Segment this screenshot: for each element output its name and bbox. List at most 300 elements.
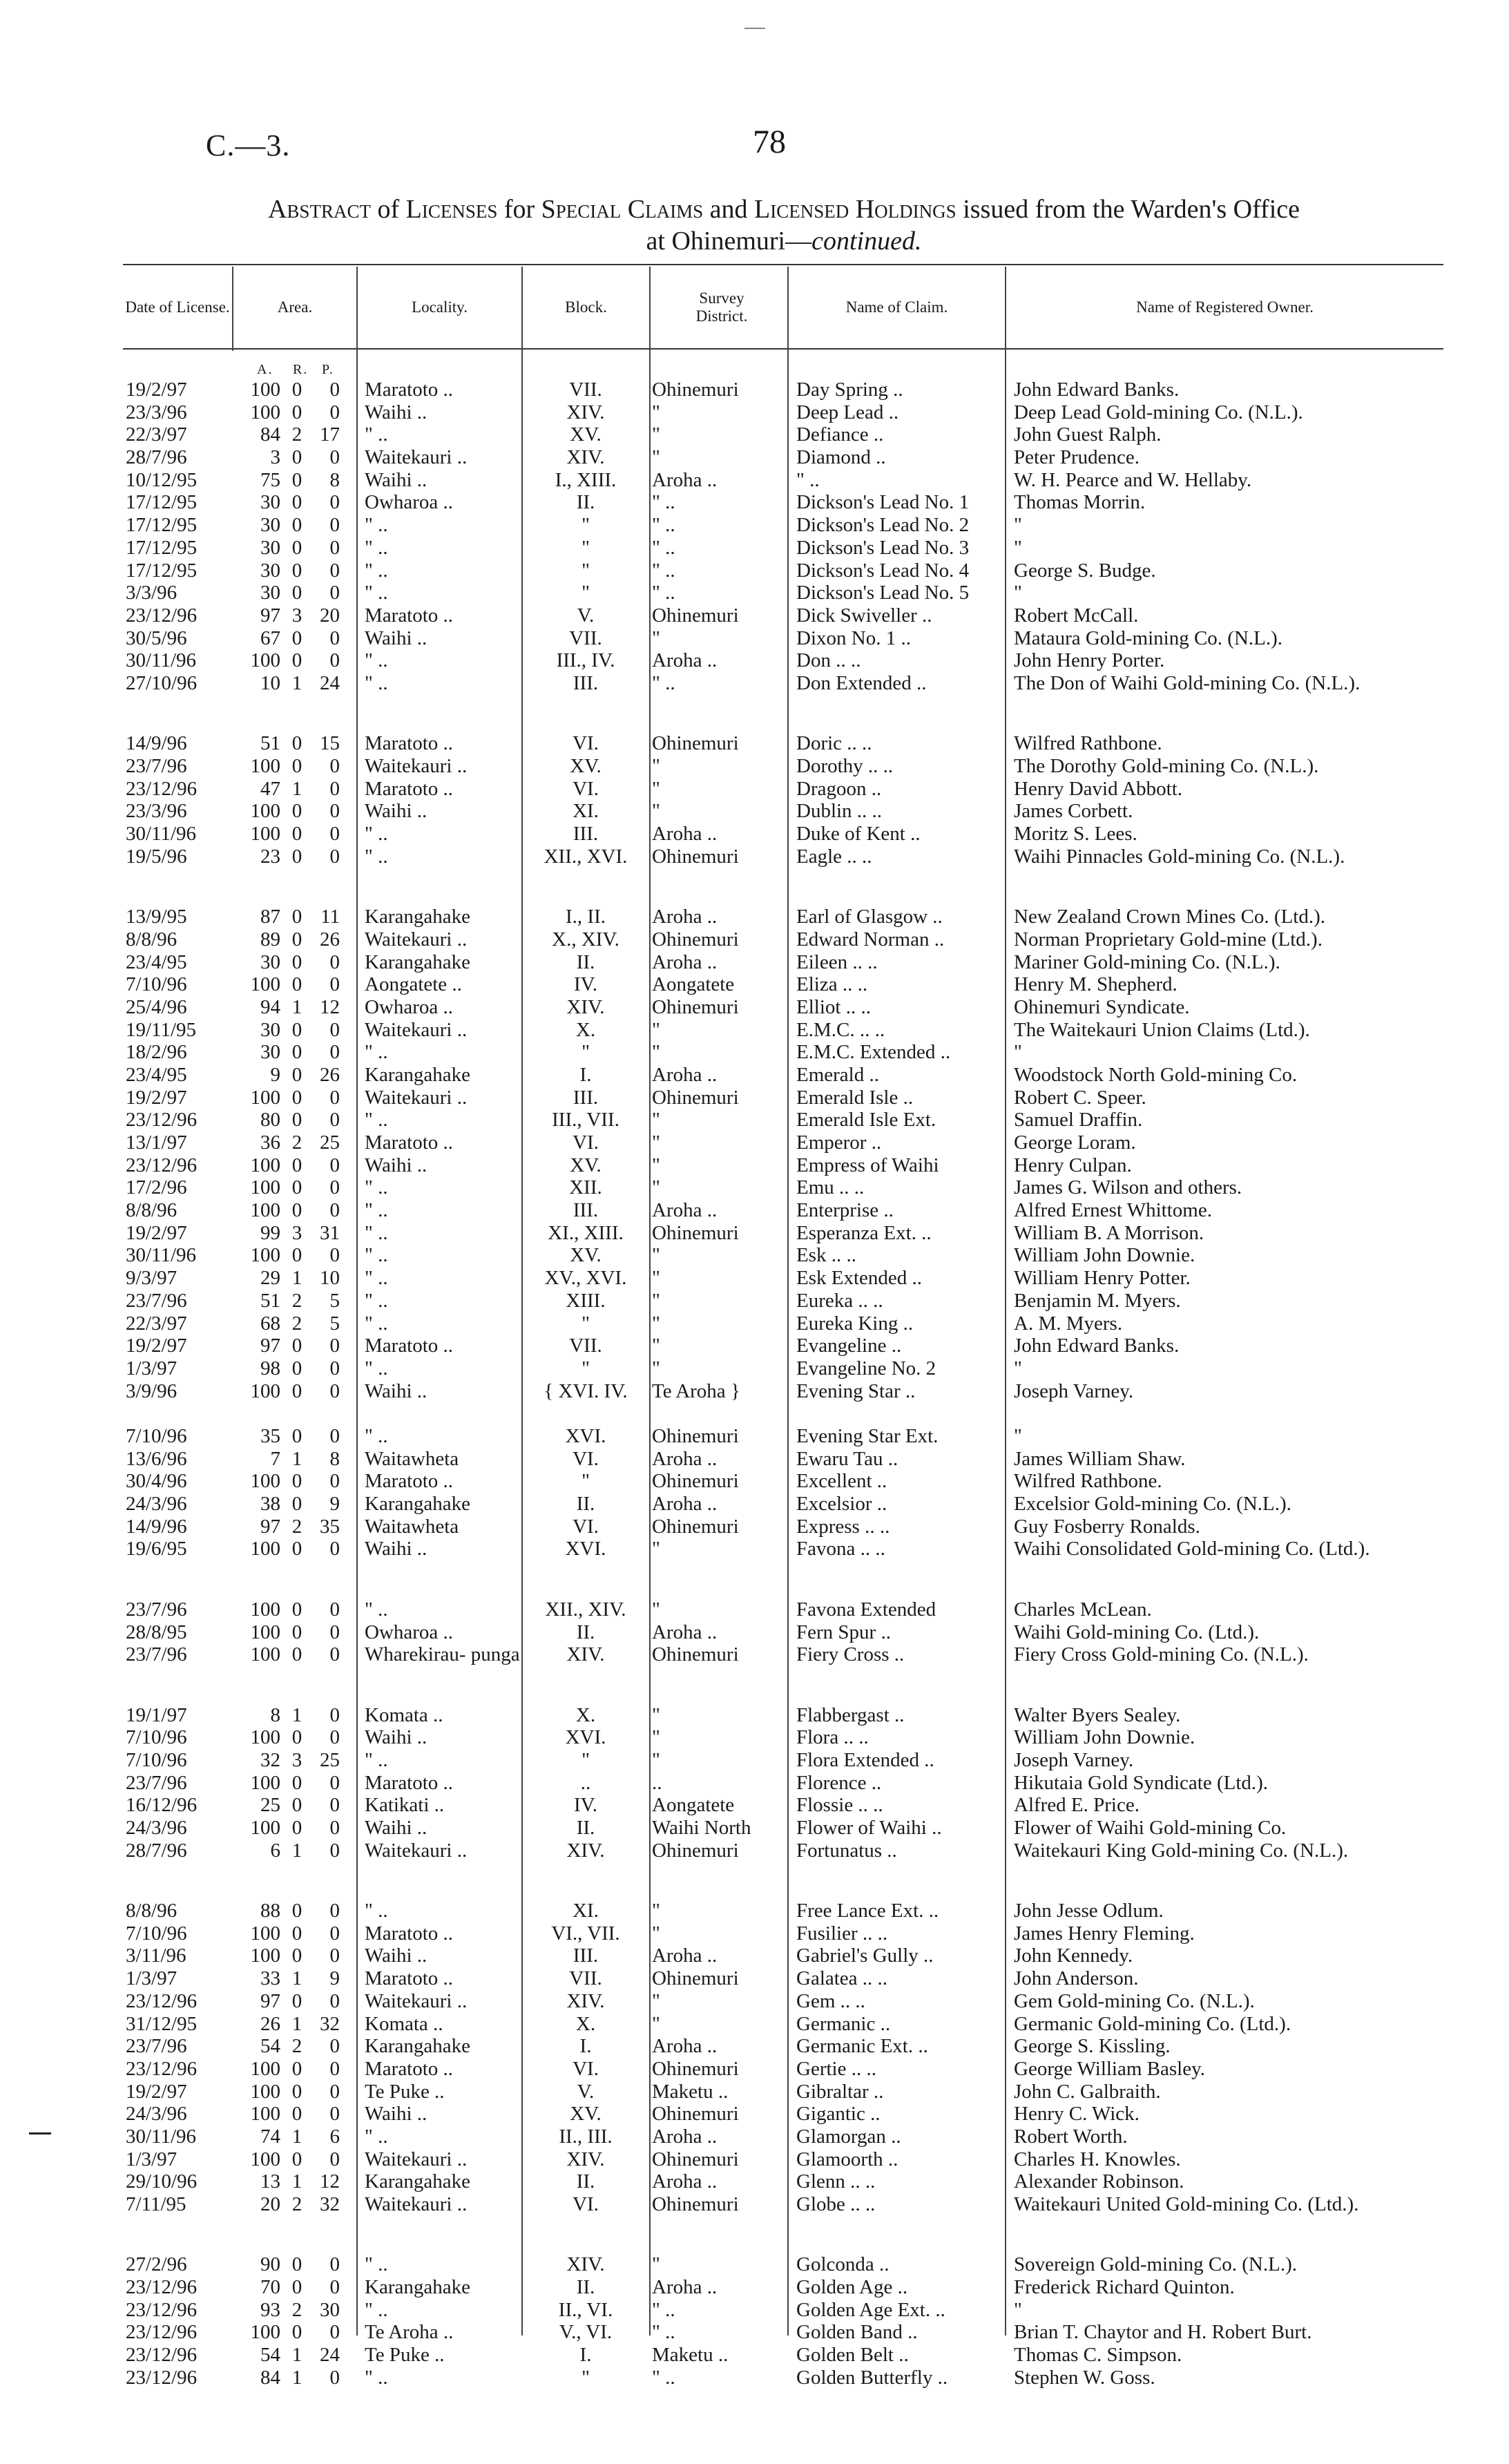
area-roods: 0 bbox=[291, 1357, 302, 1379]
license-date: 17/2/96 bbox=[126, 1176, 187, 1199]
area-acres: 90 bbox=[260, 2253, 280, 2276]
area-perches: 0 bbox=[329, 1379, 340, 1402]
area-acres: 100 bbox=[250, 1244, 280, 1267]
block: X., XIV. bbox=[552, 928, 619, 951]
area-acres: 97 bbox=[260, 1989, 280, 2012]
license-date: 17/12/95 bbox=[126, 536, 198, 559]
block: XV. bbox=[570, 1244, 602, 1267]
area-perches: 0 bbox=[329, 1703, 340, 1726]
registered-owner: George William Basley. bbox=[1014, 2057, 1205, 2080]
area-acres: 30 bbox=[260, 1018, 280, 1041]
table-row bbox=[0, 514, 1509, 537]
registered-owner: W. H. Pearce and W. Hellaby. bbox=[1014, 468, 1252, 491]
area-perches: 20 bbox=[320, 604, 340, 627]
locality: " .. bbox=[365, 1109, 388, 1131]
license-date: 17/12/95 bbox=[126, 491, 198, 514]
table-row bbox=[0, 2367, 1509, 2389]
claim-name: Emerald Isle Ext. bbox=[796, 1109, 936, 1131]
registered-owner: Henry Culpan. bbox=[1014, 1154, 1132, 1176]
survey-district: " .. bbox=[652, 491, 675, 514]
registered-owner: Henry M. Shepherd. bbox=[1014, 973, 1178, 996]
unit-acres: A. bbox=[257, 362, 273, 377]
survey-district: Ohinemuri bbox=[652, 604, 739, 627]
table-row bbox=[0, 2193, 1509, 2238]
block: XV., XVI. bbox=[544, 1267, 627, 1290]
area-roods: 0 bbox=[291, 1817, 302, 1840]
locality: Katikati .. bbox=[365, 1794, 445, 1817]
area-acres: 3 bbox=[270, 446, 280, 469]
table-row bbox=[0, 1772, 1509, 1795]
locality: " .. bbox=[365, 1041, 388, 1064]
table-row bbox=[0, 1840, 1509, 1884]
area-roods: 0 bbox=[291, 1424, 302, 1447]
table-row bbox=[0, 996, 1509, 1019]
area-roods: 1 bbox=[291, 2125, 302, 2148]
col-header-date: Date of License. bbox=[125, 298, 230, 316]
area-perches: 0 bbox=[329, 514, 340, 537]
table-row bbox=[0, 1726, 1509, 1749]
area-acres: 100 bbox=[250, 973, 280, 996]
area-perches: 31 bbox=[320, 1221, 340, 1244]
area-roods: 0 bbox=[291, 1771, 302, 1794]
survey-district: Maketu .. bbox=[652, 2080, 729, 2103]
table-row bbox=[0, 582, 1509, 604]
survey-district: " bbox=[652, 1244, 660, 1267]
table-row bbox=[0, 469, 1509, 492]
claim-name: Golden Age .. bbox=[796, 2276, 908, 2299]
locality: Waitekauri .. bbox=[365, 2193, 468, 2216]
locality: " .. bbox=[365, 2366, 388, 2389]
claim-name: Express .. .. bbox=[796, 1515, 890, 1538]
block: II. bbox=[576, 951, 595, 973]
area-roods: 0 bbox=[291, 1989, 302, 2012]
area-roods: 0 bbox=[291, 1335, 302, 1357]
area-roods: 0 bbox=[291, 2080, 302, 2103]
survey-district: Aroha .. bbox=[652, 1063, 718, 1086]
survey-district: Aroha .. bbox=[652, 1447, 718, 1470]
area-acres: 67 bbox=[260, 627, 280, 649]
registered-owner: James William Shaw. bbox=[1014, 1447, 1186, 1470]
area-roods: 2 bbox=[291, 1312, 302, 1335]
survey-district: " bbox=[652, 800, 660, 823]
table-row bbox=[0, 2013, 1509, 2036]
title-word-and: and bbox=[703, 195, 755, 224]
area-acres: 93 bbox=[260, 2298, 280, 2321]
area-acres: 30 bbox=[260, 559, 280, 582]
survey-district: " bbox=[652, 1989, 660, 2012]
area-acres: 80 bbox=[260, 1109, 280, 1131]
block: II. bbox=[576, 2170, 595, 2193]
license-date: 23/12/96 bbox=[126, 1989, 198, 2012]
table-row bbox=[0, 1749, 1509, 1772]
locality: Maratoto .. bbox=[365, 1922, 454, 1945]
registered-owner: John Kennedy. bbox=[1014, 1945, 1133, 1967]
area-perches: 32 bbox=[320, 2012, 340, 2035]
block: VI. bbox=[573, 1447, 599, 1470]
registered-owner: Mariner Gold-mining Co. (N.L.). bbox=[1014, 951, 1280, 973]
area-roods: 1 bbox=[291, 2012, 302, 2035]
block: III. bbox=[573, 671, 599, 694]
registered-owner: Wilfred Rathbone. bbox=[1014, 732, 1162, 755]
license-date: 3/9/96 bbox=[126, 1379, 177, 1402]
table-row bbox=[0, 2035, 1509, 2058]
locality: Te Puke .. bbox=[365, 2080, 445, 2103]
area-perches: 0 bbox=[329, 559, 340, 582]
unit-roods: R. bbox=[293, 362, 309, 377]
license-date: 19/2/97 bbox=[126, 379, 187, 401]
area-roods: 1 bbox=[291, 1839, 302, 1862]
block: XIV. bbox=[566, 995, 605, 1018]
survey-district: Ohinemuri bbox=[652, 845, 739, 868]
locality: Maratoto .. bbox=[365, 2057, 454, 2080]
area-acres: 30 bbox=[260, 514, 280, 537]
survey-district: Ohinemuri bbox=[652, 2148, 739, 2170]
col-header-area: Area. bbox=[277, 298, 313, 316]
license-date: 7/11/95 bbox=[126, 2193, 186, 2216]
locality: " .. bbox=[365, 1244, 388, 1267]
area-acres: 100 bbox=[250, 1176, 280, 1199]
table-row bbox=[0, 649, 1509, 672]
block: XV. bbox=[570, 755, 602, 778]
area-perches: 0 bbox=[329, 1199, 340, 1222]
area-perches: 0 bbox=[329, 379, 340, 401]
locality: Waihi .. bbox=[365, 468, 427, 491]
license-date: 23/7/96 bbox=[126, 755, 187, 778]
area-acres: 100 bbox=[250, 1621, 280, 1643]
locality: Karangahake bbox=[365, 2170, 470, 2193]
registered-owner: Samuel Draffin. bbox=[1014, 1109, 1143, 1131]
area-acres: 7 bbox=[270, 1447, 280, 1470]
survey-district: Ohinemuri bbox=[652, 1424, 739, 1447]
area-roods: 0 bbox=[291, 1176, 302, 1199]
survey-district: " bbox=[652, 423, 660, 446]
block: VI. bbox=[573, 777, 599, 800]
survey-district: Aroha .. bbox=[652, 2035, 718, 2058]
claim-name: Don Extended .. bbox=[796, 671, 927, 694]
license-date: 23/3/96 bbox=[126, 800, 187, 823]
locality: Aongatete .. bbox=[365, 973, 462, 996]
claim-name: Fortunatus .. bbox=[796, 1839, 897, 1862]
area-acres: 100 bbox=[250, 1379, 280, 1402]
area-acres: 30 bbox=[260, 536, 280, 559]
block: VII. bbox=[569, 1967, 602, 1990]
area-roods: 0 bbox=[291, 1493, 302, 1516]
area-perches: 0 bbox=[329, 627, 340, 649]
block: II. bbox=[576, 1621, 595, 1643]
table-row bbox=[0, 1199, 1509, 1222]
table-row bbox=[0, 1621, 1509, 1644]
license-date: 28/7/96 bbox=[126, 446, 187, 469]
block: II. bbox=[576, 1493, 595, 1516]
block: I., II. bbox=[566, 906, 606, 928]
registered-owner: " bbox=[1014, 1041, 1022, 1064]
block: VI. bbox=[573, 732, 599, 755]
block: VII. bbox=[569, 1335, 602, 1357]
claim-name: Eureka .. .. bbox=[796, 1289, 883, 1312]
area-roods: 0 bbox=[291, 928, 302, 951]
survey-district: " .. bbox=[652, 514, 675, 537]
area-roods: 0 bbox=[291, 973, 302, 996]
registered-owner: Waihi Pinnacles Gold-mining Co. (N.L.). bbox=[1014, 845, 1345, 868]
claim-name: Glenn .. .. bbox=[796, 2170, 876, 2193]
table-row bbox=[0, 928, 1509, 951]
area-acres: 26 bbox=[260, 2012, 280, 2035]
area-roods: 0 bbox=[291, 1900, 302, 1922]
page-number: 78 bbox=[753, 124, 786, 160]
survey-district: Ohinemuri bbox=[652, 2057, 739, 2080]
locality: " .. bbox=[365, 1199, 388, 1222]
registered-owner: Fiery Cross Gold-mining Co. (N.L.). bbox=[1014, 1643, 1309, 1666]
area-roods: 0 bbox=[291, 468, 302, 491]
block: XVI. bbox=[565, 1424, 606, 1447]
area-roods: 0 bbox=[291, 1621, 302, 1643]
area-acres: 6 bbox=[270, 1839, 280, 1862]
survey-district: " .. bbox=[652, 536, 675, 559]
license-date: 30/11/96 bbox=[126, 823, 197, 846]
area-perches: 12 bbox=[320, 2170, 340, 2193]
locality: Maratoto .. bbox=[365, 1131, 454, 1154]
survey-district: Te Aroha } bbox=[652, 1379, 740, 1402]
survey-district: Aongatete bbox=[652, 973, 735, 996]
area-roods: 0 bbox=[291, 732, 302, 755]
license-date: 23/7/96 bbox=[126, 1598, 187, 1621]
area-roods: 0 bbox=[291, 1794, 302, 1817]
registered-owner: John Henry Porter. bbox=[1014, 649, 1165, 672]
area-perches: 17 bbox=[320, 423, 340, 446]
survey-district: Aroha .. bbox=[652, 823, 718, 846]
license-date: 25/4/96 bbox=[126, 995, 187, 1018]
survey-district: " bbox=[652, 2012, 660, 2035]
license-date: 10/12/95 bbox=[126, 468, 198, 491]
registered-owner: Robert Worth. bbox=[1014, 2125, 1128, 2148]
survey-district: " bbox=[652, 1335, 660, 1357]
claim-name: Globe .. .. bbox=[796, 2193, 876, 2216]
survey-district: Ohinemuri bbox=[652, 1221, 739, 1244]
block: VI., VII. bbox=[551, 1922, 620, 1945]
area-acres: 100 bbox=[250, 2080, 280, 2103]
table-row bbox=[0, 973, 1509, 996]
area-perches: 0 bbox=[329, 1794, 340, 1817]
area-perches: 0 bbox=[329, 1839, 340, 1862]
area-roods: 0 bbox=[291, 1379, 302, 1402]
registered-owner: Peter Prudence. bbox=[1014, 446, 1140, 469]
table-row bbox=[0, 951, 1509, 974]
title-word-licenses: Licenses bbox=[405, 195, 498, 224]
registered-owner: Flower of Waihi Gold-mining Co. bbox=[1014, 1817, 1287, 1840]
area-roods: 1 bbox=[291, 1703, 302, 1726]
claim-name: Esperanza Ext. .. bbox=[796, 1221, 932, 1244]
block: VI. bbox=[573, 2057, 599, 2080]
survey-district: Ohinemuri bbox=[652, 995, 739, 1018]
claim-name: Flora Extended .. bbox=[796, 1748, 934, 1771]
area-acres: 47 bbox=[260, 777, 280, 800]
table-row bbox=[0, 2344, 1509, 2367]
registered-owner: Waitekauri United Gold-mining Co. (Ltd.). bbox=[1014, 2193, 1359, 2216]
area-roods: 0 bbox=[291, 2103, 302, 2126]
area-perches: 0 bbox=[329, 2080, 340, 2103]
survey-district: " .. bbox=[652, 2366, 675, 2389]
area-perches: 0 bbox=[329, 1771, 340, 1794]
title-word-abstract: Abstract bbox=[267, 195, 371, 224]
locality: Waihi .. bbox=[365, 1817, 427, 1840]
area-perches: 0 bbox=[329, 2057, 340, 2080]
registered-owner: Sovereign Gold-mining Co. (N.L.). bbox=[1014, 2253, 1297, 2276]
claim-name: Esk .. .. bbox=[796, 1244, 856, 1267]
area-roods: 0 bbox=[291, 1244, 302, 1267]
table-row bbox=[0, 491, 1509, 514]
claim-name: Doric .. .. bbox=[796, 732, 872, 755]
survey-district: " bbox=[652, 1357, 660, 1379]
area-perches: 5 bbox=[329, 1289, 340, 1312]
survey-district: Ohinemuri bbox=[652, 1643, 739, 1666]
area-perches: 9 bbox=[329, 1967, 340, 1990]
survey-district: " .. bbox=[652, 559, 675, 582]
claim-name: Dragoon .. bbox=[796, 777, 882, 800]
area-acres: 100 bbox=[250, 2148, 280, 2170]
block: .. bbox=[580, 1771, 591, 1794]
table-row bbox=[0, 446, 1509, 469]
registered-owner: Norman Proprietary Gold-mine (Ltd.). bbox=[1014, 928, 1323, 951]
table-row bbox=[0, 2081, 1509, 2103]
area-perches: 0 bbox=[329, 1817, 340, 1840]
area-roods: 0 bbox=[291, 1154, 302, 1176]
locality: Karangahake bbox=[365, 1493, 470, 1516]
table-row bbox=[0, 1312, 1509, 1335]
area-roods: 3 bbox=[291, 604, 302, 627]
license-date: 14/9/96 bbox=[126, 1515, 187, 1538]
locality: Waitekauri .. bbox=[365, 928, 468, 951]
survey-district: Aroha .. bbox=[652, 1945, 718, 1967]
area-perches: 0 bbox=[329, 1922, 340, 1945]
area-perches: 5 bbox=[329, 1312, 340, 1335]
area-perches: 0 bbox=[329, 1726, 340, 1749]
col-header-survey: Survey District. bbox=[695, 289, 748, 325]
survey-district: .. bbox=[652, 1771, 662, 1794]
survey-district: " bbox=[652, 1154, 660, 1176]
claim-name: Germanic Ext. .. bbox=[796, 2035, 928, 2058]
locality: Waitekauri .. bbox=[365, 1086, 468, 1109]
license-date: 8/8/96 bbox=[126, 928, 177, 951]
license-date: 1/3/97 bbox=[126, 2148, 177, 2170]
area-acres: 84 bbox=[260, 423, 280, 446]
locality: Te Puke .. bbox=[365, 2344, 445, 2367]
survey-district: " bbox=[652, 401, 660, 423]
claim-name: Dickson's Lead No. 5 bbox=[796, 582, 970, 604]
claim-name: Glamorgan .. bbox=[796, 2125, 901, 2148]
area-perches: 0 bbox=[329, 1109, 340, 1131]
area-perches: 12 bbox=[320, 995, 340, 1018]
registered-owner: James Corbett. bbox=[1014, 800, 1133, 823]
registered-owner: Ohinemuri Syndicate. bbox=[1014, 995, 1190, 1018]
block: XIV. bbox=[566, 1839, 605, 1862]
locality: " .. bbox=[365, 823, 388, 846]
area-perches: 0 bbox=[329, 2035, 340, 2058]
survey-district: " bbox=[652, 1289, 660, 1312]
area-roods: 2 bbox=[291, 1289, 302, 1312]
registered-owner: James Henry Fleming. bbox=[1014, 1922, 1195, 1945]
claim-name: Excellent .. bbox=[796, 1470, 887, 1493]
claim-name: Dorothy .. .. bbox=[796, 755, 894, 778]
claim-name: Eureka King .. bbox=[796, 1312, 914, 1335]
locality: " .. bbox=[365, 2253, 388, 2276]
survey-district: Aroha .. bbox=[652, 649, 718, 672]
registered-owner: Mataura Gold-mining Co. (N.L.). bbox=[1014, 627, 1283, 649]
locality: " .. bbox=[365, 1312, 388, 1335]
area-acres: 100 bbox=[250, 379, 280, 401]
registered-owner: Guy Fosberry Ronalds. bbox=[1014, 1515, 1200, 1538]
page-top-mark bbox=[744, 28, 765, 29]
claim-name: Dixon No. 1 .. bbox=[796, 627, 911, 649]
survey-district: Aroha .. bbox=[652, 1493, 718, 1516]
area-roods: 0 bbox=[291, 1470, 302, 1493]
survey-district: " bbox=[652, 1109, 660, 1131]
survey-district: Ohinemuri bbox=[652, 1515, 739, 1538]
locality: Maratoto .. bbox=[365, 1771, 454, 1794]
block: XIV. bbox=[566, 1989, 605, 2012]
license-date: 30/11/96 bbox=[126, 1244, 197, 1267]
claim-name: Evening Star .. bbox=[796, 1379, 916, 1402]
license-date: 23/7/96 bbox=[126, 1289, 187, 1312]
table-row bbox=[0, 1064, 1509, 1087]
area-acres: 74 bbox=[260, 2125, 280, 2148]
area-perches: 0 bbox=[329, 536, 340, 559]
license-date: 30/5/96 bbox=[126, 627, 187, 649]
license-date: 19/2/97 bbox=[126, 1335, 187, 1357]
license-date: 1/3/97 bbox=[126, 1357, 177, 1379]
license-date: 29/10/96 bbox=[126, 2170, 198, 2193]
locality: Waihi .. bbox=[365, 1726, 427, 1749]
area-perches: 35 bbox=[320, 1515, 340, 1538]
area-acres: 100 bbox=[250, 2321, 280, 2344]
locality: Karangahake bbox=[365, 951, 470, 973]
locality: Karangahake bbox=[365, 906, 470, 928]
area-acres: 100 bbox=[250, 2103, 280, 2126]
area-perches: 0 bbox=[329, 1244, 340, 1267]
registered-owner: Waihi Gold-mining Co. (Ltd.). bbox=[1014, 1621, 1260, 1643]
license-date: 17/12/95 bbox=[126, 559, 198, 582]
license-date: 7/10/96 bbox=[126, 1748, 187, 1771]
area-perches: 0 bbox=[329, 1989, 340, 2012]
table-row bbox=[0, 1222, 1509, 1245]
table-row bbox=[0, 2058, 1509, 2081]
area-acres: 99 bbox=[260, 1221, 280, 1244]
block: III. bbox=[573, 1199, 599, 1222]
registered-owner: Henry C. Wick. bbox=[1014, 2103, 1140, 2126]
block: XI. bbox=[573, 800, 599, 823]
license-date: 30/11/96 bbox=[126, 2125, 197, 2148]
license-date: 19/6/95 bbox=[126, 1538, 187, 1560]
area-perches: 0 bbox=[329, 1945, 340, 1967]
locality: " .. bbox=[365, 536, 388, 559]
table-row bbox=[0, 2170, 1509, 2193]
claim-name: " .. bbox=[796, 468, 820, 491]
license-date: 23/12/96 bbox=[126, 2057, 198, 2080]
block: II. bbox=[576, 1817, 595, 1840]
block: " bbox=[582, 514, 590, 537]
area-acres: 97 bbox=[260, 1515, 280, 1538]
area-roods: 0 bbox=[291, 1538, 302, 1560]
locality: Te Aroha .. bbox=[365, 2321, 454, 2344]
table-row bbox=[0, 1538, 1509, 1583]
table-row bbox=[0, 1900, 1509, 1922]
survey-district: Waihi North bbox=[652, 1817, 751, 1840]
area-perches: 0 bbox=[329, 1086, 340, 1109]
area-acres: 54 bbox=[260, 2344, 280, 2367]
license-date: 13/6/96 bbox=[126, 1447, 187, 1470]
survey-district: " bbox=[652, 1018, 660, 1041]
area-roods: 1 bbox=[291, 671, 302, 694]
area-acres: 9 bbox=[270, 1063, 280, 1086]
